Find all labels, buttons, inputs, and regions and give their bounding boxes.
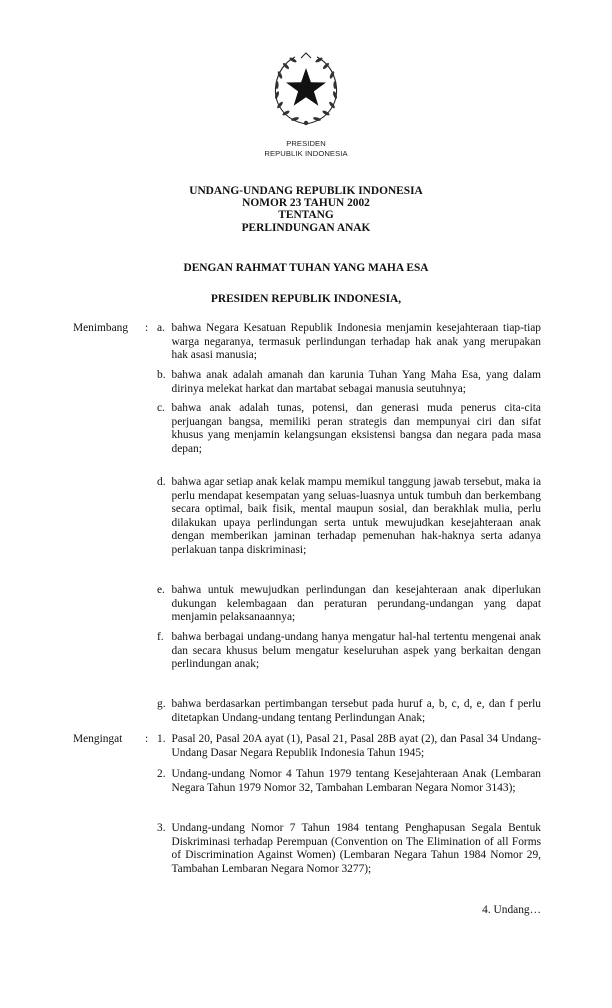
menimbang-item-a	[157, 322, 541, 363]
mengingat-item-3	[157, 822, 541, 876]
menimbang-item-e	[157, 584, 541, 625]
page-continuation: 4. Undang…	[482, 904, 541, 916]
item-marker: e.	[157, 584, 165, 596]
item-text: bahwa agar setiap anak kelak mampu memikul tanggung jawab tersebut, maka ia perlu mendapat kesempatan yang seluas-luasnya untuk tumbuh dan berkembang secara optimal, baik fisik, mental maupun sosial, dan berakhlak mulia, perlu dilakukan upaya perlindungan serta untuk mewujudkan kesejahteraan anak dengan memberikan jaminan terhadap pemenuhan hak-haknya serta adanya perlakuan tanpa diskriminasi;	[171, 476, 541, 556]
title-line-3: TENTANG	[278, 209, 334, 222]
blessing-line: DENGAN RAHMAT TUHAN YANG MAHA ESA	[183, 262, 429, 274]
title-line-4: PERLINDUNGAN ANAK	[241, 221, 371, 234]
president-line: PRESIDEN REPUBLIK INDONESIA,	[210, 293, 402, 305]
item-text: bahwa anak adalah amanah dan karunia Tuhan Yang Maha Esa, yang dalam dirinya melekat harkat dan martabat sebagai manusia seutuhnya;	[171, 369, 541, 395]
item-marker: 1.	[157, 733, 166, 745]
menimbang-item-g	[157, 698, 541, 725]
item-text: bahwa Negara Kesatuan Republik Indonesia menjamin kesejahteraan tiap-tiap warga negaranya, termasuk perlindungan terhadap hak anak yang merupakan hak asasi manusia;	[171, 322, 541, 362]
item-marker: f.	[157, 631, 164, 643]
menimbang-item-c	[157, 402, 541, 456]
item-text: bahwa berdasarkan pertimbangan tersebut pada huruf a, b, c, d, e, dan f perlu ditetapkan Undang-undang tentang Perlindungan Anak;	[171, 698, 541, 724]
item-text: Pasal 20, Pasal 20A ayat (1), Pasal 21, Pasal 28B ayat (2), dan Pasal 34 Undang-Undang Dasar Negara Republik Indonesia Tahun 1945;	[171, 733, 541, 759]
mengingat-colon: :	[145, 733, 149, 745]
item-marker: b.	[157, 369, 166, 381]
title-line-2: NOMOR 23 TAHUN 2002	[242, 197, 370, 210]
menimbang-label: Menimbang	[73, 322, 129, 334]
item-marker: 3.	[157, 822, 166, 834]
document-title	[0, 185, 612, 234]
title-line-1: UNDANG-UNDANG REPUBLIK INDONESIA	[189, 185, 423, 197]
item-text: bahwa anak adalah tunas, potensi, dan generasi muda penerus cita-cita perjuangan bangsa, memiliki peran strategis dan mempunyai ciri dan sifat khusus yang menjamin kelangsungan eksistensi bangsa dan negara pada masa depan;	[171, 402, 541, 455]
mengingat-item-2	[157, 768, 541, 795]
item-text: bahwa untuk mewujudkan perlindungan dan kesejahteraan anak diperlukan dukungan kelembagaan dan peraturan perundang-undangan yang dapat menjamin pelaksanaannya;	[171, 584, 541, 624]
emblem-caption-republik: REPUBLIK INDONESIA	[264, 149, 348, 158]
mengingat-label: Mengingat	[73, 733, 123, 745]
menimbang-item-d	[157, 476, 541, 558]
item-marker: g.	[157, 698, 166, 710]
star-wreath-emblem-icon	[271, 50, 341, 130]
item-marker: a.	[157, 322, 165, 334]
item-marker: 2.	[157, 768, 166, 780]
item-marker: c.	[157, 402, 165, 414]
item-marker: d.	[157, 476, 166, 488]
item-text: bahwa berbagai undang-undang hanya mengatur hal-hal tertentu mengenai anak dan secara khusus belum mengatur keseluruhan aspek yang berkaitan dengan perlindungan anak;	[171, 631, 541, 671]
mengingat-item-1	[157, 733, 541, 760]
item-text: Undang-undang Nomor 4 Tahun 1979 tentang Kesejahteraan Anak (Lembaran Negara Tahun 1979 Nomor 32, Tambahan Lembaran Negara Nomor 3143);	[171, 768, 541, 794]
emblem-caption-presiden: PRESIDEN	[286, 139, 326, 148]
menimbang-colon: :	[145, 322, 149, 334]
menimbang-item-f	[157, 631, 541, 672]
menimbang-item-b	[157, 369, 541, 396]
item-text: Undang-undang Nomor 7 Tahun 1984 tentang Penghapusan Segala Bentuk Diskriminasi terhadap Perempuan (Convention on The Elimination of all Forms of Discrimination Against Women) (Lembaran Negara Tahun 1984 Nomor 29, Tambahan Lembaran Negara Nomor 3277);	[171, 822, 541, 875]
